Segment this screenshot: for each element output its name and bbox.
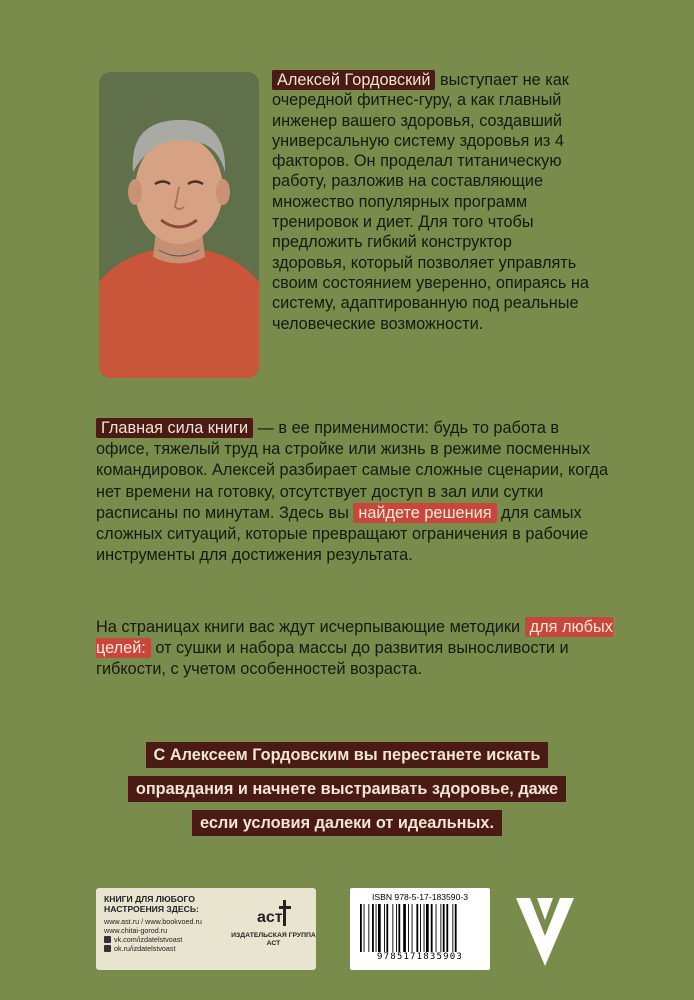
main-strength-highlight: Главная сила книги	[96, 418, 253, 438]
author-bio	[272, 70, 590, 334]
social-vk-text: vk.com/izdatelstvoast	[114, 935, 183, 944]
v-publisher-logo-icon	[510, 892, 580, 970]
paragraph-1-text-a: — в ее применимости: будь то работа в офисе, тяжелый труд на стройке или жизнь в режиме посменных командировок. Алексей разбирает самые сложные сценарии, когда нет времени на готовку, отсутствует доступ в зал или сутки расписаны по минутам. Здесь вы	[96, 419, 609, 522]
callout-line-1: С Алексеем Гордовским вы перестанете искать	[146, 742, 549, 768]
barcode-bar	[431, 904, 433, 952]
barcode-bar	[420, 904, 421, 952]
bookstores-info	[96, 888, 242, 970]
callout-line-3: если условия далеки от идеальных.	[192, 810, 502, 836]
barcode-bar	[443, 904, 445, 952]
barcode-bar	[396, 904, 397, 952]
barcode-bar	[403, 904, 406, 952]
barcode-bar	[408, 904, 409, 952]
barcode-bar	[398, 904, 400, 952]
barcode-number: 9785171835903	[376, 952, 464, 962]
publisher-name: ИЗДАТЕЛЬСКАЯ ГРУППА АСТ	[231, 932, 316, 947]
ast-logo-icon	[255, 896, 293, 930]
paragraph-2-text-b: от сушки и набора массы до развития выносливости и гибкости, с учетом особенностей возраста.	[96, 639, 569, 679]
barcode-bar	[424, 904, 425, 952]
barcode-bar	[426, 904, 429, 952]
vk-icon	[104, 936, 111, 943]
description-paragraph-2	[96, 617, 616, 681]
barcode-icon	[358, 904, 482, 952]
author-bio-text: выступает не как очередной фитнес-гуру, а как главный инженер вашего здоровья, создавший универсальную систему здоровья из 4 факторов. Он проделал титаническую работу, разложив на составляющие множество популярных программ тренировок и диет. Для того чтобы предложить гибкий конструктор здоровья, который позволяет управлять своим состоянием уверенно, опираясь на систему, адаптированную под реальные человеческие возможности.	[272, 71, 589, 333]
barcode-bar	[364, 904, 365, 952]
barcode-bar	[452, 904, 453, 952]
bookstore-link-2: www.chitai-gorod.ru	[104, 926, 168, 935]
social-ok	[104, 944, 234, 953]
barcode-bar	[384, 904, 385, 952]
description-paragraph-1	[96, 418, 616, 566]
bookstores-title: КНИГИ ДЛЯ ЛЮБОГО НАСТРОЕНИЯ ЗДЕСЬ:	[104, 894, 199, 914]
barcode-bar	[376, 904, 377, 952]
ok-icon	[104, 945, 111, 952]
social-vk	[104, 935, 234, 944]
barcode-bar	[372, 904, 374, 952]
barcode-bar	[392, 904, 393, 952]
barcode-bar	[386, 904, 388, 952]
barcode-bar	[416, 904, 418, 952]
bookstore-link-1: www.ast.ru / www.bookvoed.ru	[104, 917, 202, 926]
paragraph-2-text-a: На страницах книги вас ждут исчерпывающие методики	[96, 618, 525, 636]
callout-line-2: оправдания и начнете выстраивать здоровье, даже	[128, 776, 566, 802]
author-portrait-image	[99, 72, 259, 378]
callout-quote	[0, 738, 694, 840]
ast-logo-text: аст	[257, 909, 283, 926]
barcode-bar	[455, 904, 457, 952]
author-name-highlight: Алексей Гордовский	[272, 70, 435, 90]
barcode-bar	[378, 904, 381, 952]
barcode-bar	[368, 904, 369, 952]
barcode-bar	[446, 904, 448, 952]
barcode-bar	[440, 904, 441, 952]
barcode-bar	[436, 904, 437, 952]
barcode-bar	[360, 904, 362, 952]
goals-highlight: для любых целей:	[96, 618, 613, 658]
paragraph-1-text-b: для самых сложных ситуаций, которые превращают ограничения в рабочие инструменты для достижения результата.	[96, 503, 589, 565]
author-photo	[99, 72, 259, 378]
isbn-barcode	[350, 888, 490, 970]
barcode-bar	[412, 904, 413, 952]
publisher-block	[231, 888, 316, 970]
solutions-highlight: найдете решения	[353, 503, 496, 523]
social-ok-text: ok.ru/izdatelstvoast	[114, 944, 176, 953]
isbn-label: ISBN 978-5-17-183590-3	[371, 892, 469, 902]
